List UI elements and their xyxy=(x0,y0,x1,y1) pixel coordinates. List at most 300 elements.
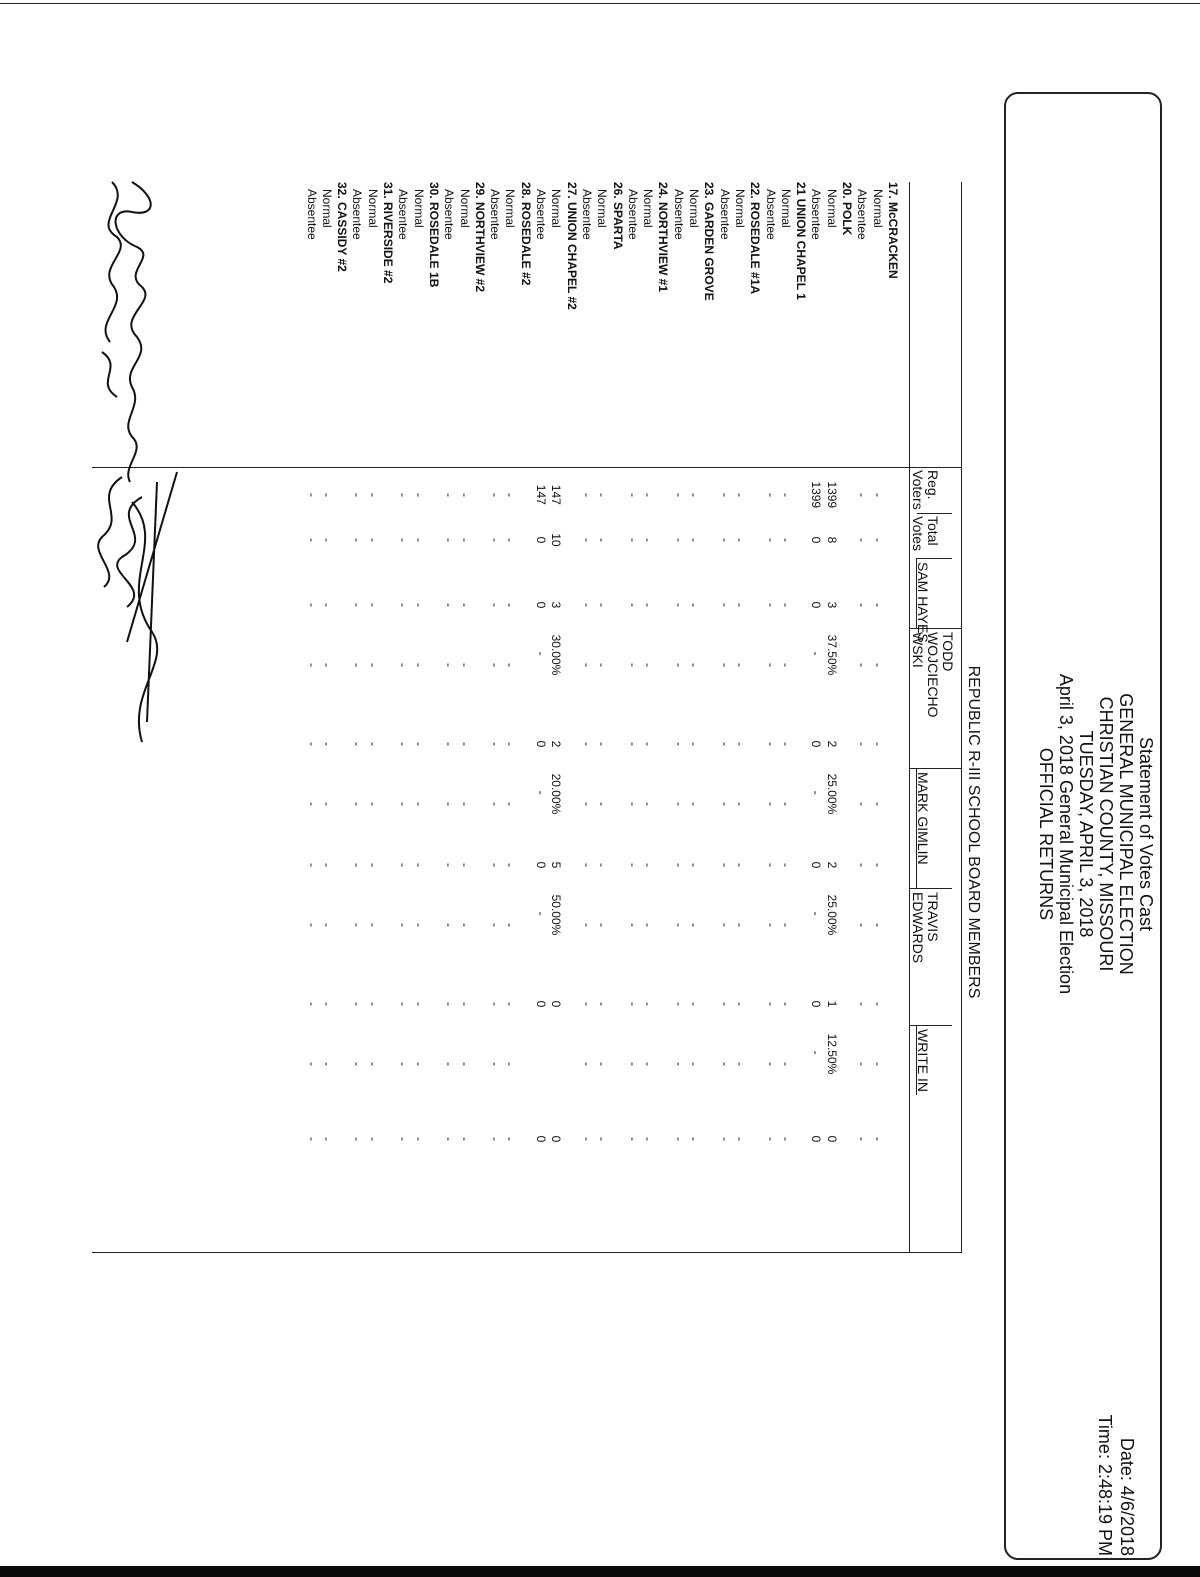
empty-cell-mark: - xyxy=(595,863,610,867)
empty-cell-mark: - xyxy=(457,493,472,497)
empty-cell-mark: - xyxy=(350,742,365,746)
empty-cell-mark: - xyxy=(457,1002,472,1006)
empty-cell-mark: - xyxy=(733,493,747,497)
empty-cell-mark: - xyxy=(717,1062,732,1066)
vote-type-label: Absentee xyxy=(809,189,824,240)
empty-cell-mark: - xyxy=(411,493,426,497)
empty-cell-mark: - xyxy=(580,1062,594,1066)
empty-cell-mark: - xyxy=(488,603,503,607)
vote-type-label: Absentee xyxy=(396,189,411,240)
empty-cell-mark: - xyxy=(641,1062,656,1066)
empty-cell-mark: - xyxy=(365,923,380,927)
empty-cell-mark: - xyxy=(595,603,610,607)
vote-type-label: Normal xyxy=(870,189,885,228)
empty-cell-mark: - xyxy=(733,923,747,927)
empty-cell-mark: - xyxy=(580,1002,594,1006)
empty-cell-mark: - xyxy=(396,1002,411,1006)
empty-cell-mark: - xyxy=(687,663,702,667)
table-cell: 5 xyxy=(549,861,564,869)
empty-cell-mark: - xyxy=(457,603,472,607)
table-cell: - xyxy=(809,651,824,656)
empty-cell-mark: - xyxy=(319,1137,334,1141)
empty-cell-mark: - xyxy=(442,863,457,867)
empty-cell-mark: - xyxy=(503,1002,518,1006)
empty-cell-mark: - xyxy=(396,663,411,667)
empty-cell-mark: - xyxy=(778,1137,793,1141)
empty-cell-mark: - xyxy=(319,538,334,542)
empty-cell-mark: - xyxy=(778,538,793,542)
empty-cell-mark: - xyxy=(870,663,885,667)
empty-cell-mark: - xyxy=(503,802,518,806)
empty-cell-mark: - xyxy=(365,603,380,607)
empty-cell-mark: - xyxy=(778,863,793,867)
table-cell: 0 xyxy=(534,601,549,609)
empty-cell-mark: - xyxy=(870,863,885,867)
empty-cell-mark: - xyxy=(365,1137,380,1141)
col-head-travis-edwards: TRAVIS EDWARDS xyxy=(910,892,941,964)
empty-cell-mark: - xyxy=(717,923,732,927)
empty-cell-mark: - xyxy=(304,603,319,607)
empty-cell-mark: - xyxy=(319,863,334,867)
empty-cell-mark: - xyxy=(595,1002,610,1006)
table-cell: 0 xyxy=(534,1135,549,1143)
empty-cell-mark: - xyxy=(687,802,702,806)
empty-cell-mark: - xyxy=(641,663,656,667)
vote-type-label: Absentee xyxy=(763,189,778,240)
empty-cell-mark: - xyxy=(365,1062,380,1066)
table-cell: 0 xyxy=(534,740,549,748)
empty-cell-mark: - xyxy=(319,923,334,927)
table-cell: 50.00% xyxy=(549,894,564,936)
empty-cell-mark: - xyxy=(304,1062,319,1066)
empty-cell-mark: - xyxy=(717,863,732,867)
empty-cell-mark: - xyxy=(687,538,702,542)
empty-cell-mark: - xyxy=(625,923,640,927)
empty-cell-mark: - xyxy=(580,802,594,806)
empty-cell-mark: - xyxy=(595,538,610,542)
empty-cell-mark: - xyxy=(763,742,778,746)
empty-cell-mark: - xyxy=(763,1002,778,1006)
empty-cell-mark: - xyxy=(396,742,411,746)
empty-cell-mark: - xyxy=(671,742,686,746)
empty-cell-mark: - xyxy=(763,663,778,667)
empty-cell-mark: - xyxy=(396,802,411,806)
empty-cell-mark: - xyxy=(304,493,319,497)
table-cell: 1399 xyxy=(809,481,824,509)
vote-type-label: Normal xyxy=(319,189,334,228)
empty-cell-mark: - xyxy=(855,923,870,927)
vote-type-label: Normal xyxy=(824,189,839,228)
signature-3 xyxy=(107,462,187,762)
table-cell: 0 xyxy=(809,861,824,869)
table-cell: 8 xyxy=(824,536,839,544)
empty-cell-mark: - xyxy=(442,1137,457,1141)
empty-cell-mark: - xyxy=(717,603,732,607)
empty-cell-mark: - xyxy=(488,1062,503,1066)
empty-cell-mark: - xyxy=(580,663,594,667)
table-cell: 12.50% xyxy=(824,1033,839,1075)
vote-type-label: Absentee xyxy=(671,189,686,240)
table-cell: 37.50% xyxy=(824,634,839,676)
empty-cell-mark: - xyxy=(625,863,640,867)
empty-cell-mark: - xyxy=(442,1062,457,1066)
empty-cell-mark: - xyxy=(641,1137,656,1141)
empty-cell-mark: - xyxy=(503,742,518,746)
empty-cell-mark: - xyxy=(304,802,319,806)
title-line-1: Statement of Votes Cast xyxy=(1136,736,1156,932)
empty-cell-mark: - xyxy=(503,863,518,867)
empty-cell-mark: - xyxy=(365,538,380,542)
empty-cell-mark: - xyxy=(763,1062,778,1066)
empty-cell-mark: - xyxy=(855,1137,870,1141)
empty-cell-mark: - xyxy=(595,923,610,927)
empty-cell-mark: - xyxy=(350,538,365,542)
empty-cell-mark: - xyxy=(870,742,885,746)
table-cell: 3 xyxy=(824,601,839,609)
empty-cell-mark: - xyxy=(365,1002,380,1006)
title-line-3: CHRISTIAN COUNTY, MISSOURI xyxy=(1096,696,1116,972)
empty-cell-mark: - xyxy=(304,923,319,927)
table-cell: 1 xyxy=(824,1000,839,1008)
col-head-mark-gimlin: MARK GIMLIN xyxy=(915,772,931,865)
precinct-label: 27. UNION CHAPEL #2 xyxy=(564,182,579,310)
table-cell: 0 xyxy=(549,1000,564,1008)
empty-cell-mark: - xyxy=(733,1062,747,1066)
empty-cell-mark: - xyxy=(350,923,365,927)
precinct-label: 28. ROSEDALE #2 xyxy=(518,182,533,286)
table-cell: - xyxy=(534,911,549,916)
empty-cell-mark: - xyxy=(641,1002,656,1006)
empty-cell-mark: - xyxy=(396,1062,411,1066)
empty-cell-mark: - xyxy=(488,742,503,746)
vote-type-label: Absentee xyxy=(855,189,870,240)
rotated-page xyxy=(92,92,1162,1572)
empty-cell-mark: - xyxy=(717,1002,732,1006)
empty-cell-mark: - xyxy=(595,1062,610,1066)
empty-cell-mark: - xyxy=(671,1062,686,1066)
empty-cell-mark: - xyxy=(733,1137,747,1141)
empty-cell-mark: - xyxy=(350,1002,365,1006)
precinct-label: 29. NORTHVIEW #2 xyxy=(472,182,487,293)
table-cell: 0 xyxy=(809,536,824,544)
table-cell: 0 xyxy=(824,1135,839,1143)
empty-cell-mark: - xyxy=(763,1137,778,1141)
empty-cell-mark: - xyxy=(411,802,426,806)
title-line-4: TUESDAY, APRIL 3, 2018 xyxy=(1076,730,1096,938)
empty-cell-mark: - xyxy=(411,663,426,667)
precinct-label: 17. McCRACKEN xyxy=(886,182,900,279)
table-cell: 20.00% xyxy=(549,773,564,815)
empty-cell-mark: - xyxy=(855,663,870,667)
empty-cell-mark: - xyxy=(488,802,503,806)
empty-cell-mark: - xyxy=(580,493,594,497)
empty-cell-mark: - xyxy=(319,663,334,667)
empty-cell-mark: - xyxy=(503,493,518,497)
empty-cell-mark: - xyxy=(304,1002,319,1006)
empty-cell-mark: - xyxy=(717,802,732,806)
title-line-6: OFFICIAL RETURNS xyxy=(1036,747,1056,921)
empty-cell-mark: - xyxy=(641,603,656,607)
empty-cell-mark: - xyxy=(778,603,793,607)
empty-cell-mark: - xyxy=(671,1002,686,1006)
empty-cell-mark: - xyxy=(855,493,870,497)
col-head-sam-hayes: SAM HAYES xyxy=(915,562,931,643)
col-head-todd-wojciechowski: TODD WOJCIECHO WSKI xyxy=(910,632,956,718)
empty-cell-mark: - xyxy=(595,663,610,667)
empty-cell-mark: - xyxy=(717,538,732,542)
scan-edge-top xyxy=(0,3,1200,4)
empty-cell-mark: - xyxy=(350,863,365,867)
col-head-reg-voters: Reg. Voters xyxy=(910,470,941,510)
empty-cell-mark: - xyxy=(687,493,702,497)
vote-type-label: Normal xyxy=(595,189,610,228)
empty-cell-mark: - xyxy=(442,538,457,542)
empty-cell-mark: - xyxy=(687,863,702,867)
vote-type-label: Normal xyxy=(733,189,747,228)
vote-type-label: Absentee xyxy=(625,189,640,240)
empty-cell-mark: - xyxy=(365,742,380,746)
empty-cell-mark: - xyxy=(870,1137,885,1141)
precinct-label: 31. RIVERSIDE #2 xyxy=(381,182,396,284)
empty-cell-mark: - xyxy=(396,863,411,867)
table-cell: 147 xyxy=(534,484,549,505)
empty-cell-mark: - xyxy=(350,1062,365,1066)
precinct-label: 20. POLK xyxy=(840,182,855,236)
empty-cell-mark: - xyxy=(503,1137,518,1141)
empty-cell-mark: - xyxy=(671,863,686,867)
empty-cell-mark: - xyxy=(733,1002,747,1006)
empty-cell-mark: - xyxy=(763,802,778,806)
empty-cell-mark: - xyxy=(442,802,457,806)
empty-cell-mark: - xyxy=(855,863,870,867)
empty-cell-mark: - xyxy=(503,538,518,542)
empty-cell-mark: - xyxy=(365,802,380,806)
empty-cell-mark: - xyxy=(778,1062,793,1066)
title-line-5: April 3, 2018 General Municipal Election xyxy=(1056,673,1076,995)
empty-cell-mark: - xyxy=(503,603,518,607)
empty-cell-mark: - xyxy=(763,538,778,542)
empty-cell-mark: - xyxy=(625,538,640,542)
contest-title: REPUBLIC R-III SCHOOL BOARD MEMBERS xyxy=(965,665,982,999)
table-cell: - xyxy=(809,790,824,795)
empty-cell-mark: - xyxy=(488,663,503,667)
table-cell: 2 xyxy=(549,740,564,748)
empty-cell-mark: - xyxy=(457,1062,472,1066)
empty-cell-mark: - xyxy=(778,742,793,746)
empty-cell-mark: - xyxy=(870,493,885,497)
vote-type-label: Normal xyxy=(365,189,380,228)
empty-cell-mark: - xyxy=(687,1002,702,1006)
empty-cell-mark: - xyxy=(319,493,334,497)
empty-cell-mark: - xyxy=(778,802,793,806)
empty-cell-mark: - xyxy=(671,663,686,667)
empty-cell-mark: - xyxy=(778,493,793,497)
empty-cell-mark: - xyxy=(641,742,656,746)
empty-cell-mark: - xyxy=(442,1002,457,1006)
empty-cell-mark: - xyxy=(671,493,686,497)
vote-type-label: Absentee xyxy=(304,189,319,240)
empty-cell-mark: - xyxy=(641,493,656,497)
vote-type-label: Normal xyxy=(778,189,793,228)
empty-cell-mark: - xyxy=(319,1002,334,1006)
title-line-2: GENERAL MUNICIPAL ELECTION xyxy=(1116,693,1136,975)
empty-cell-mark: - xyxy=(304,538,319,542)
empty-cell-mark: - xyxy=(488,538,503,542)
empty-cell-mark: - xyxy=(411,603,426,607)
table-cell: 3 xyxy=(549,601,564,609)
empty-cell-mark: - xyxy=(442,603,457,607)
empty-cell-mark: - xyxy=(595,1137,610,1141)
empty-cell-mark: - xyxy=(457,538,472,542)
empty-cell-mark: - xyxy=(641,923,656,927)
table-cell: 0 xyxy=(809,601,824,609)
empty-cell-mark: - xyxy=(870,923,885,927)
empty-cell-mark: - xyxy=(763,863,778,867)
empty-cell-mark: - xyxy=(350,663,365,667)
empty-cell-mark: - xyxy=(319,603,334,607)
empty-cell-mark: - xyxy=(503,923,518,927)
empty-cell-mark: - xyxy=(350,493,365,497)
empty-cell-mark: - xyxy=(457,923,472,927)
empty-cell-mark: - xyxy=(687,1137,702,1141)
empty-cell-mark: - xyxy=(411,1137,426,1141)
empty-cell-mark: - xyxy=(763,493,778,497)
table-cell: 2 xyxy=(824,740,839,748)
report-time: Time: 2:48:19 PM xyxy=(1095,1414,1115,1556)
empty-cell-mark: - xyxy=(671,923,686,927)
empty-cell-mark: - xyxy=(641,863,656,867)
empty-cell-mark: - xyxy=(671,538,686,542)
empty-cell-mark: - xyxy=(411,742,426,746)
empty-cell-mark: - xyxy=(350,603,365,607)
empty-cell-mark: - xyxy=(687,1062,702,1066)
empty-cell-mark: - xyxy=(625,1002,640,1006)
empty-cell-mark: - xyxy=(396,538,411,542)
table-cell: 0 xyxy=(809,1135,824,1143)
empty-cell-mark: - xyxy=(625,1137,640,1141)
table-cell: 25.00% xyxy=(824,773,839,815)
precinct-label: 23. GARDEN GROVE xyxy=(702,182,717,301)
empty-cell-mark: - xyxy=(855,1002,870,1006)
empty-cell-mark: - xyxy=(457,742,472,746)
empty-cell-mark: - xyxy=(733,538,747,542)
empty-cell-mark: - xyxy=(365,493,380,497)
table-cell: - xyxy=(534,790,549,795)
empty-cell-mark: - xyxy=(855,538,870,542)
results-table-body xyxy=(92,92,1162,1572)
empty-cell-mark: - xyxy=(411,923,426,927)
empty-cell-mark: - xyxy=(717,663,732,667)
precinct-label: 22. ROSEDALE #1A xyxy=(748,182,763,295)
precinct-label: 32. CASSIDY #2 xyxy=(335,182,350,272)
empty-cell-mark: - xyxy=(457,863,472,867)
empty-cell-mark: - xyxy=(687,923,702,927)
empty-cell-mark: - xyxy=(396,1137,411,1141)
empty-cell-mark: - xyxy=(763,603,778,607)
empty-cell-mark: - xyxy=(625,663,640,667)
empty-cell-mark: - xyxy=(870,1062,885,1066)
empty-cell-mark: - xyxy=(641,802,656,806)
vote-type-label: Normal xyxy=(641,189,656,228)
empty-cell-mark: - xyxy=(457,663,472,667)
empty-cell-mark: - xyxy=(503,663,518,667)
empty-cell-mark: - xyxy=(304,663,319,667)
vote-type-label: Absentee xyxy=(717,189,732,240)
empty-cell-mark: - xyxy=(488,493,503,497)
vote-type-label: Absentee xyxy=(350,189,365,240)
empty-cell-mark: - xyxy=(595,742,610,746)
table-cell: 30.00% xyxy=(549,634,564,676)
empty-cell-mark: - xyxy=(580,1137,594,1141)
empty-cell-mark: - xyxy=(733,802,747,806)
empty-cell-mark: - xyxy=(304,742,319,746)
empty-cell-mark: - xyxy=(457,1137,472,1141)
vote-type-label: Absentee xyxy=(442,189,457,240)
empty-cell-mark: - xyxy=(733,603,747,607)
table-cell: 0 xyxy=(549,1135,564,1143)
empty-cell-mark: - xyxy=(625,1062,640,1066)
empty-cell-mark: - xyxy=(365,663,380,667)
empty-cell-mark: - xyxy=(442,663,457,667)
empty-cell-mark: - xyxy=(687,603,702,607)
empty-cell-mark: - xyxy=(870,603,885,607)
empty-cell-mark: - xyxy=(580,603,594,607)
empty-cell-mark: - xyxy=(442,923,457,927)
table-cell: 147 xyxy=(549,484,564,505)
empty-cell-mark: - xyxy=(595,493,610,497)
empty-cell-mark: - xyxy=(411,538,426,542)
empty-cell-mark: - xyxy=(396,603,411,607)
empty-cell-mark: - xyxy=(350,802,365,806)
empty-cell-mark: - xyxy=(625,603,640,607)
empty-cell-mark: - xyxy=(763,923,778,927)
empty-cell-mark: - xyxy=(733,742,747,746)
empty-cell-mark: - xyxy=(855,742,870,746)
empty-cell-mark: - xyxy=(671,603,686,607)
table-cell: 0 xyxy=(534,536,549,544)
empty-cell-mark: - xyxy=(580,923,594,927)
table-cell: 0 xyxy=(809,740,824,748)
col-head-write-in: WRITE IN xyxy=(915,1029,931,1092)
empty-cell-mark: - xyxy=(442,742,457,746)
empty-cell-mark: - xyxy=(488,863,503,867)
table-cell: 1399 xyxy=(824,481,839,509)
table-cell: 2 xyxy=(824,861,839,869)
empty-cell-mark: - xyxy=(319,802,334,806)
vote-type-label: Absentee xyxy=(580,189,594,240)
empty-cell-mark: - xyxy=(733,863,747,867)
empty-cell-mark: - xyxy=(717,1137,732,1141)
empty-cell-mark: - xyxy=(580,863,594,867)
table-cell: - xyxy=(534,651,549,656)
empty-cell-mark: - xyxy=(396,923,411,927)
col-head-total-votes: Total Votes xyxy=(910,516,941,552)
empty-cell-mark: - xyxy=(457,802,472,806)
empty-cell-mark: - xyxy=(488,1137,503,1141)
table-cell: 0 xyxy=(809,1000,824,1008)
empty-cell-mark: - xyxy=(304,863,319,867)
empty-cell-mark: - xyxy=(778,1002,793,1006)
empty-cell-mark: - xyxy=(411,1002,426,1006)
empty-cell-mark: - xyxy=(304,1137,319,1141)
precinct-label: 30. ROSEDALE 1B xyxy=(427,182,441,288)
empty-cell-mark: - xyxy=(488,1002,503,1006)
empty-cell-mark: - xyxy=(687,742,702,746)
empty-cell-mark: - xyxy=(580,538,594,542)
precinct-label: 26. SPARTA xyxy=(610,182,625,250)
empty-cell-mark: - xyxy=(641,538,656,542)
vote-type-label: Absentee xyxy=(534,189,549,240)
